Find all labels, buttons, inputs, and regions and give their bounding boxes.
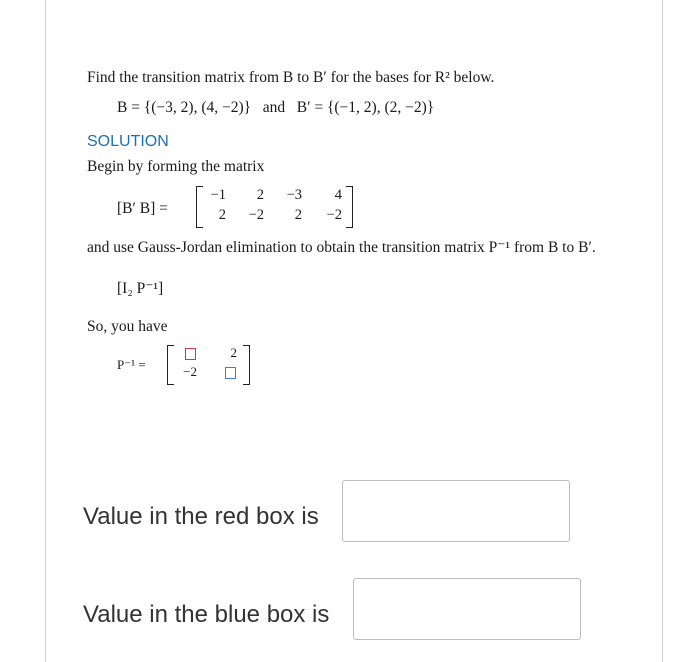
blue-answer-label: Value in the blue box is xyxy=(83,601,330,628)
matrix-cell: −2 xyxy=(326,207,342,223)
matrix-right-bracket xyxy=(346,186,353,228)
matrix-cell: −1 xyxy=(210,187,226,203)
basis-line xyxy=(117,99,434,117)
and-word: and xyxy=(262,99,286,116)
so-text: So, you have xyxy=(87,318,168,335)
matrix-label: [B′ B] = xyxy=(117,200,168,217)
basis-b: B = {(−3, 2), (4, −2)} xyxy=(117,99,252,116)
matrix-cell: 2 xyxy=(218,207,226,223)
gauss-text: and use Gauss-Jordan elimination to obtain the transition matrix P⁻¹ from B to B′. xyxy=(87,239,596,256)
result-label: [I₂ P⁻¹] xyxy=(117,280,164,297)
blue-box xyxy=(225,367,236,379)
p-inverse-right-bracket xyxy=(243,345,250,385)
matrix-cell: −2 xyxy=(248,207,264,223)
matrix-cell: −3 xyxy=(286,187,302,203)
blue-answer-input[interactable] xyxy=(353,578,581,640)
matrix-cell: 2 xyxy=(230,345,237,360)
matrix-cell: 2 xyxy=(294,207,302,223)
solution-heading: SOLUTION xyxy=(87,133,169,150)
begin-text: Begin by forming the matrix xyxy=(87,158,265,175)
p-inverse-matrix xyxy=(165,345,255,385)
matrix-cell: −2 xyxy=(183,364,197,379)
basis-b-prime: B′ = {(−1, 2), (2, −2)} xyxy=(296,99,435,116)
red-answer-input[interactable] xyxy=(342,480,570,542)
p-inverse-label: P⁻¹ = xyxy=(117,357,146,372)
matrix-cell: 2 xyxy=(256,187,264,203)
right-border xyxy=(662,0,663,662)
matrix-cell: 4 xyxy=(334,187,342,203)
augmented-matrix xyxy=(196,186,356,228)
red-box xyxy=(185,348,196,360)
prompt-text: Find the transition matrix from B to B′ for the bases for R² below. xyxy=(87,69,495,86)
left-border xyxy=(45,0,46,662)
red-answer-label: Value in the red box is xyxy=(83,503,319,530)
